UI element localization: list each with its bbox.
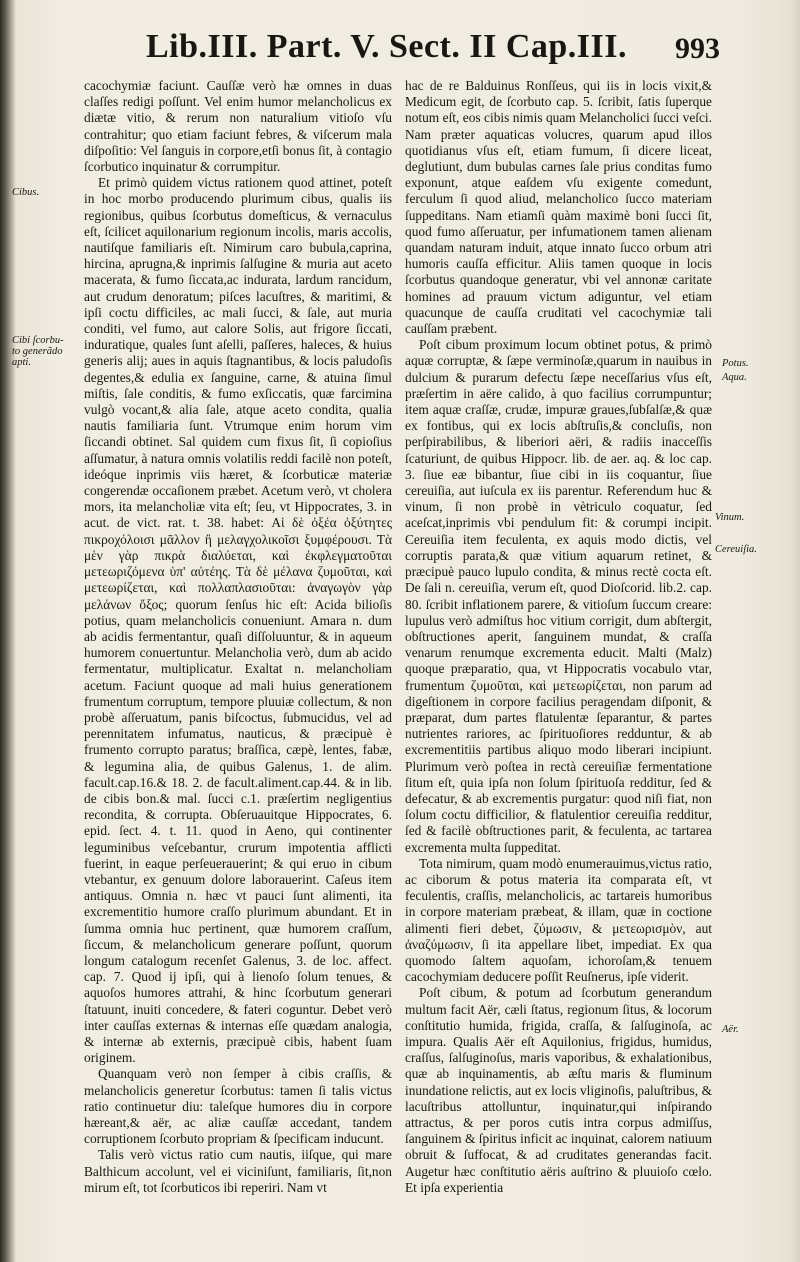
margin-note-vinum: Vinum.: [715, 512, 745, 523]
paragraph: Poſt cibum proximum locum obtinet potus, & primò aquæ corruptæ, & ſæpe verminoſæ,quarum in nauibus in dulcium & purarum defectu ſæpe neceſſarius vſus eſt, præſertim in aëre calido, à quo facilius corrumpuntur; item aquæ craſſæ, crudæ, impuræ graues,ſubſalſæ,& quæ ex fontibus, qui ex locis abſtruſis,& concluſis, non perſpirabilibus, & liberiori aëri, & radiis inacceſſis ſcaturiunt, de quibus Hippocr. lib. de aer. aq. & loc cap. 3. ſiue eæ bibantur, ſiue cibi in iis coquantur, ſiue cereuiſia, aut iuſcula ex iis parentur. Referendum huc & vinum, ſi non probè in vètriculo coquatur, ſed aceſcat,inprimis vbi pendulum fit: & corumpi incipit. Cereuiſia item feculenta, ex aquis modo dictis, vel corruptis parata,& quæ vitium aquarum retinet, & præcipuè pauco lupulo condita, & minus rectè cocta eſt. De ſali n. cereuiſia, verum eſt, quod Dioſcorid. lib.2. cap. 80. ſcribit inflationem parere, & vitioſum ſuccum creare: lupulus verò admiſtus hoc vitium corrigit, dum abſtergit, obſtructiones aperit, ſanguinem mundat, & craſſa venarum renumque excrementa educit. Malti (Malz) quoque præparatio, qua, vt Hippocratis vocabulo vtar, frumentum ζυμοῦται, καὶ μετεωρίζεται, non parum ad digeſtionem in corpore facilius peragendam diſponit, & præparat, dum partes flatulentæ ſeparantur, & partes nutrientes rariores, ac ſpirituoſiores redduntur, & ab excrementitiis partibus aliquo modo liberari incipiunt. Plurimum verò poſtea in rectà cereuiſiæ fermentatione ſitum eſt, quia ipſa non ſolum ſpirituoſa redditur, ſed & defecatur, & ab excrementis purgatur: quod niſi fiat, non ſolum coctu difficilior, & flatulentior cereuiſia redditur, ſed & facilè obſtructiones parit, & feculenta, ac tartarea excrementa multa ſuppeditat.: [405, 337, 712, 855]
margin-note-aer: Aër.: [722, 1024, 739, 1035]
left-text-column: [84, 78, 392, 1196]
page-header: [100, 28, 720, 72]
running-title: Lib.III. Part. V. Sect. II Cap.III.: [146, 28, 627, 65]
paragraph: hac de re Balduinus Ronſſeus, qui iis in locis vixit,& Medicum egit, de ſcorbuto cap. 5. ſcribit, ſatis ſuperque notum eſt, eos cibis nimis quam Melancholici ſucci veſci. Nam præter aquaticas volucres, quarum apud illos quotidianus vſus eſt, etiam fumum, ſi dicere liceat, deglutiunt, dum bubulas carnes ſale prius conditas fumo exponunt, atque eaſdem vſu exigente comedunt, ferculum ſi quod aliud, melancholico ſucco materiam ſuppeditans. Nam etiamſi quàm maximè boni ſucci ſit, quod fumo aſſeruatur, per infumationem tamen alienam quandam naturam induit, atque innato ſucco orbum atri humoris cauſſa efficitur. Aliis tamen quoque in locis ſcorbutus quandoque generatur, vbi vel annonæ caritate homines ad prauum victum adiguntur, vel etiam quacunque de cauſſa cruditati vel cacochymiæ tali cauſſam præbent.: [405, 78, 712, 337]
paragraph: Talis verò victus ratio cum nautis, iiſque, qui mare Balthicum accolunt, vel ei viciniſunt, familiaris, ſit,non mirum eſt, tot ſcorbuticos ibi reperiri. Nam vt: [84, 1147, 392, 1195]
right-text-column: [405, 78, 712, 1196]
paragraph: Et primò quidem victus rationem quod attinet, poteſt in hoc morbo producendo plurimum cibus, qualis iis regionibus, quibus ſcorbutus domeſticus, & vernaculus eſt, ſcilicet aquilonarium regionum incolis, maris accolis, nautiſque familiaris eſt. Nimirum caro bubula,caprina, hircina, aprugna,& inprimis ſalſugine & muria aut aceto macerata, & fumo ſiccata,ac indurata, lardum rancidum, aut crudum denoratum; piſces lacuſtres, & maritimi, & ipſi coctu difficiles, ac mali ſucci, & ſale, aut muria conditi, vel fumo, aut calore Solis, aut frigore ſiccati, induratique, quales ſunt aſelli, paſſeres, haleces, & huius generis alij; aues in aquis ſtagnantibus, & locis paludoſis degentes,& edulia ex ſanguine, carne, & atuina ſimul miſtis, ſale conditis, & fumo exſiccatis, quæ farcimina vulgò vocant,& alia ſale, atque aceto condita, qualia nautis familiaria ſunt. Vtrumque enim horum vim ſiccandi obtinet. Sal quidem cum fixus ſit, ſi copioſius aſſumatur, à natura omnis volatilis reddi facilè non poteſt, ideóque inprimis viis hæret, & ſcorbuticæ materiæ congerendæ occaſionem præbet. Acetum verò, vt cholera mors, ita melancholiæ vita eſt; ſeu, vt Hippocrates, 3. in acut. de vict. rat. t. 38. habet: Αἱ δὲ ὀξέα ὀξύτητες πικροχόλοισι μᾶλλον ἢ μελαγχολικοῖσι ξυμφέρουσι. Τὰ μὲν γὰρ πικρὰ διαλύεται, καὶ ἐκφλεγματοῦται μετεωριζόμενα ὑπ' αὐτέης. Τὰ δὲ μέλανα ζυμοῦται, καὶ μετεωρίζεται, καὶ πολλαπλασιοῦται: ἀναγωγὸν γὰρ μελάνων ὄξος; quorum ſenſus hic eſt: Acida bilioſis potius, quam melancholicis conueniunt. Amara n. dum ab acidis fermentantur, quaſi diſſoluuntur, & in aqueum humorem conuertuntur. Melancholia verò, dum ab acido fermentatur, multiplicatur. Exaltat n. melancholiam acetum. Faciunt quoque ad mali huius generationem frumentum corruptum, tempore pluuiæ collectum, & non probè aſſeruatum, panis biſcoctus, ſubmucidus, vel ad perennitatem infumatus, nauticus, & præcipuè è frumento corrupto paratus; braſſica, cæpè, lentes, fabæ, & legumina alia, de quibus Galenus, 1. de alim. facult.cap.16.& 18. 2. de facult.aliment.cap.44. & in lib. de cibis bon.& mal. ſucci c.1. præſertim negligentius recondita, & corrupta. Obſeruauitque Hippocrates, 6. epid. ſect. 4. t. 11. quod in Aeno, qui continenter leguminibus veſcebantur, crurum impotentia afflicti fuerint, in eaque perſeuerauerint; & qui eruo in cibum vtebantur, ex genuum dolore laborauerint. Caſeus item antiquus. Omnia n. hæc vt pauci ſunt alimenti, ita excrementitio humore craſſo plurimum abundant. Et in ſumma omnia huc pertinent, quæ humorem craſſum, ſiccum, & melancholicum generare poſſunt, quorum longum catalogum recenſet Galenus, 3. de loc. affect. cap. 7. Quod ij ipſi, qui à lienoſo ſolum tenues, & aquoſos humores attrahi, & hinc ſcorbutum generari ſtatuunt, inuiti concedere, & fateri coguntur. Debet verò inter cauſſas externas & internas eſſe quædam analogia, & internæ ab externis, præcipuè cibis, habent ſuam originem.: [84, 175, 392, 1066]
paragraph: Tota nimirum, quam modò enumerauimus,victus ratio, ac ciborum & potus materia ita comparata eſt, vt feculentis, craſſis, melancholicis, ac tartareis humoribus in corpore materiam præbeat, & illam, quæ in coctione alimenti fieri debet, ζύμωσιν, & μετεωρισμὸν, aut ἀναζύμωσιν, ſi ita appellare libet, impediat. Ex qua quomodo ſaltem aquoſam, ichoroſam,& tenuem cacochymiam deducere poſſit Reuſnerus, ipſe viderit.: [405, 855, 712, 985]
margin-note-cerevisia: Cereuiſia.: [715, 544, 757, 555]
paragraph: cacochymiæ faciunt. Cauſſæ verò hæ omnes in duas claſſes redigi poſſunt. Vel enim humor melancholicus ex diætæ vitio, & rerum non naturalium vitioſo vſu contrahitur; quo etiam faciunt febres, & viſcerum mala diſpoſitio: Vel ſanguis in corpore,etſi bonus ſit, à contagio ſcorbutico inquinatur & corrumpitur.: [84, 78, 392, 175]
margin-note-cibi-scorbuto: Cibi ſcorbu-to generãdo apti.: [12, 335, 64, 368]
margin-note-cibus: Cibus.: [12, 187, 40, 198]
page-number: 993: [675, 32, 720, 65]
paragraph: Poſt cibum, & potum ad ſcorbutum generandum multum facit Aër, cæli ſtatus, regionum ſitus, & locorum conſtitutio humida, frigida, craſſa, & ſalſuginoſa, ac impura. Qualis Aër eſt Aquilonius, frigidus, humidus, craſſus, ſalſuginoſus, maris vaporibus, & exhalationibus, quæ ab inquinamentis, ab æſtu maris & fluminum inundatione relictis, aut ex locis vliginoſis, paluſtribus, & lacuſtribus attolluntur, inquinatur,qui inſpirando attractus, & per poros cutis intra corpus admiſſus, ſanguinem & ſpiritus inficit ac inquinat, calorem natiuum obruit & ſuffocat, & ad cruditates generandas facit. Augetur hæc conſtitutio aëris auſtrino & pluuioſo cœlo. Et ipſa experientia: [405, 985, 712, 1195]
paragraph: Quanquam verò non ſemper à cibis craſſis, & melancholicis generetur ſcorbutus: tamen ſi talis victus ratio continuetur diu: taleſque humores diu in corpore hæreant,& aër, ac aliæ cauſſæ accedant, tandem corruptionem ſcorbuto propriam & ſpecificam inducunt.: [84, 1066, 392, 1147]
margin-note-aqua: Aqua.: [722, 372, 747, 383]
margin-note-potus: Potus.: [722, 358, 749, 369]
